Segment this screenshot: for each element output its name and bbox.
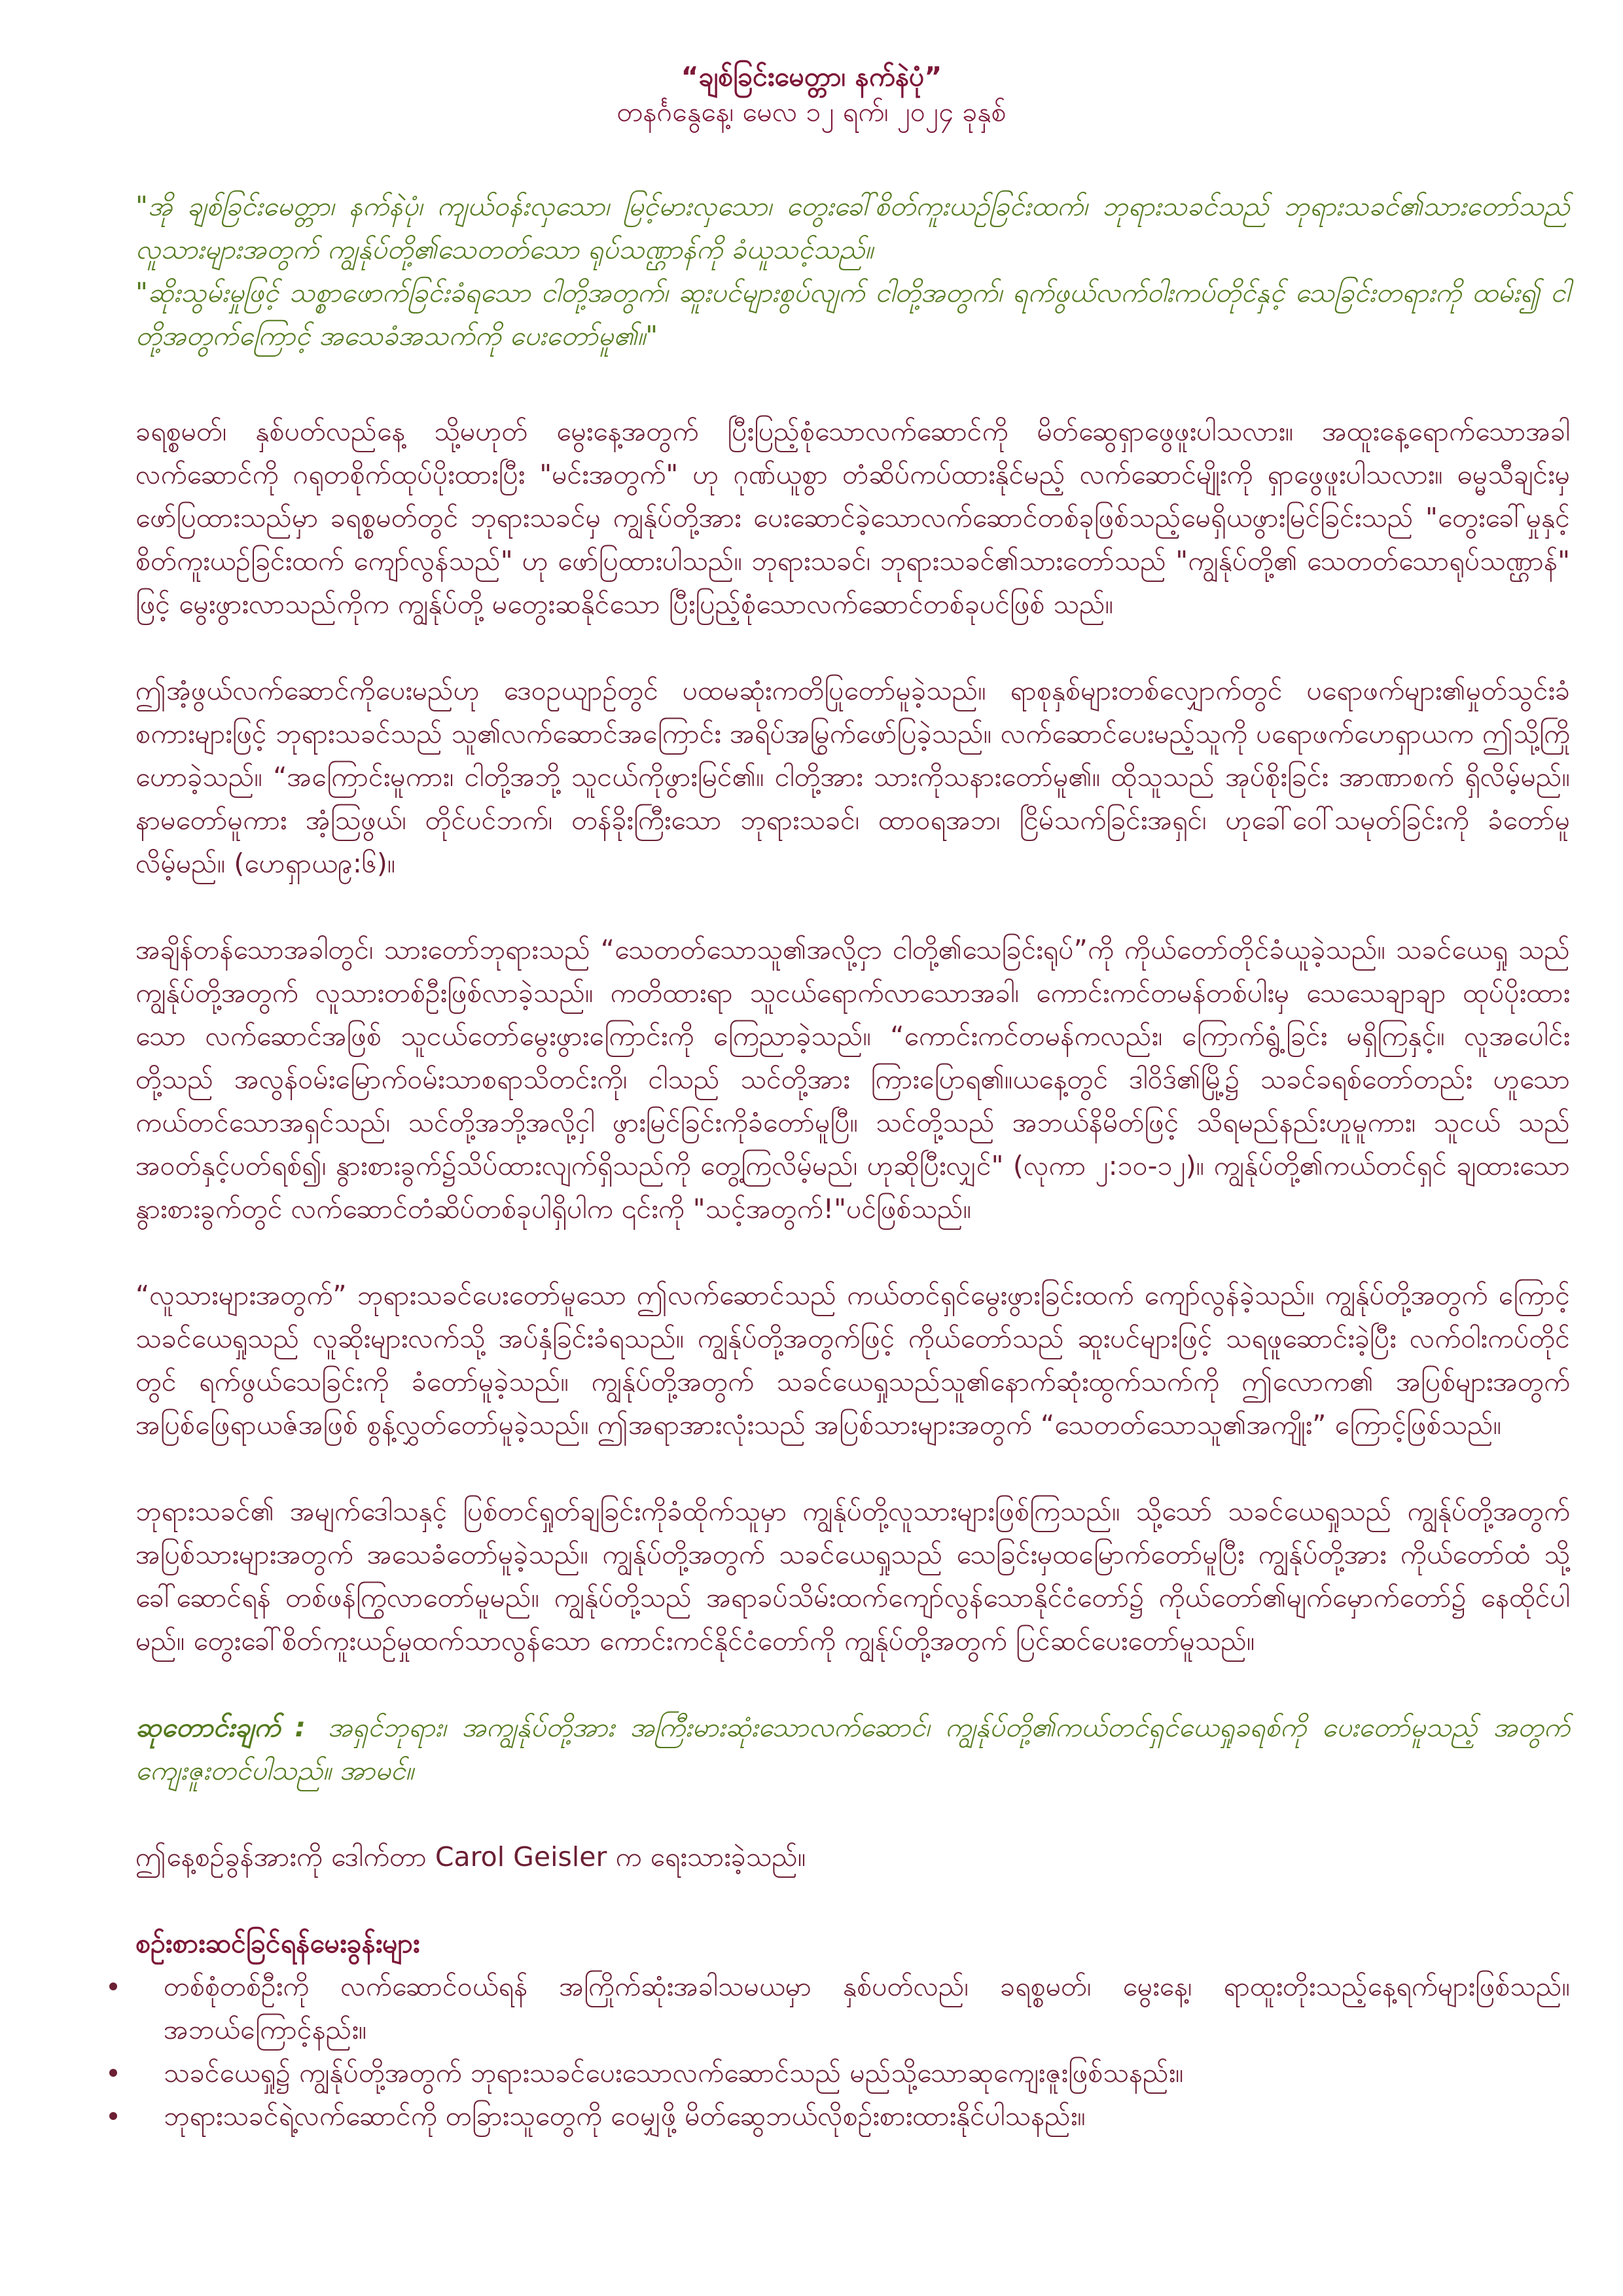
question-item xyxy=(135,1965,1570,2051)
date-line: တနင်္ဂနွေနေ့၊ မေလ ၁၂ ရက်၊ ၂၀၂၄ ခုနှစ် xyxy=(616,96,1007,128)
prayer xyxy=(135,1706,1570,1792)
body-paragraph: ဤအံ့ဖွယ်လက်ဆောင်ကိုပေးမည်ဟု ဒေဝဥယျာဉ်တွင် ပထမဆုံးကတိပြုတော်မူခဲ့သည်။ ရာစုနှစ်များတစ်လျှောက်တွင် ပရောဖက်များ၏မှုတ်သွင်းခံ စကားများဖြင့် ဘုရားသခင်သည် သူ၏လက်ဆောင်အကြောင်း အရိပ်အမြွက်ဖော်ပြခဲ့သည်။ လက်ဆောင်ပေးမည့်သူကို ပရောဖက်ဟေရှာယက ဤသို့ကြိုဟောခဲ့သည်။ “အကြောင်းမူကား၊ ငါတို့အဘို့ သူငယ်ကိုဖွားမြင်၏။ ငါတို့အား သားကိုသနားတော်မူ၏။ ထိုသူသည် အုပ်စိုးခြင်း အာဏာစက် ရှိလိမ့်မည်။ နာမတော်မူကား အံ့ဩဖွယ်၊ တိုင်ပင်ဘက်၊ တန်ခိုးကြီးသော ဘုရားသခင်၊ ထာဝရအဘ၊ ငြိမ်သက်ခြင်းအရှင်၊ ဟုခေါ်ဝေါ်သမုတ်ခြင်းကို ခံတော်မူလိမ့်မည်။ (ဟေရှာယ၉:၆)။ xyxy=(135,675,1570,879)
bullet-icon xyxy=(109,2112,117,2120)
document-body xyxy=(135,185,1570,2138)
hymn-quote xyxy=(135,185,1570,357)
hymn-quote-verse: "အို ချစ်ခြင်းမေတ္တာ၊ နက်နဲပုံ၊ ကျယ်ဝန်းလှသော၊ မြင့်မားလှသော၊ တွေးခေါ်စိတ်ကူးယဉ်ခြင်းထက်၊ ဘုရားသခင်သည် ဘုရားသခင်၏သားတော်သည် လူသားများအတွက် ကျွန်ုပ်တို့၏သေတတ်သော ရုပ်သဏ္ဌာန်ကို ခံယူသင့်သည်။ xyxy=(135,190,1570,265)
bullet-icon xyxy=(109,1982,117,1990)
prayer-text: အရှင်ဘုရား၊ အကျွန်ုပ်တို့အား အကြီးမားဆုံးသောလက်ဆောင်၊ ကျွန်ုပ်တို့၏ကယ်တင်ရှင်ယေရှုခရစ်ကို ပေးတော်မူသည့် အတွက် ကျေးဇူးတင်ပါသည်။ အာမင်။ xyxy=(135,1712,1570,1786)
question-text: တစ်စုံတစ်ဦးကို လက်ဆောင်ဝယ်ရန် အကြိုက်ဆုံးအခါသမယမှာ နှစ်ပတ်လည်၊ ခရစ္စမတ်၊ မွေးနေ့၊ ရာထူးတိုးသည့်နေ့ရက်များဖြစ်သည်။ အဘယ်ကြောင့်နည်း။ xyxy=(164,1971,1570,2045)
reflection-heading: စဉ်းစားဆင်ခြင်ရန်မေးခွန်းများ xyxy=(135,1928,420,1959)
author-note: ဤနေ့စဉ်ခွန်အားကို ဒေါက်တာ Carol Geisler က ရေးသားခဲ့သည်။ xyxy=(135,1841,806,1873)
question-text: သခင်ယေရှု၌ ကျွန်ုပ်တို့အတွက် ဘုရားသခင်ပေးသောလက်ဆောင်သည် မည်သို့သောဆုကျေးဇူးဖြစ်သနည်း။ xyxy=(164,2057,1184,2089)
document-header xyxy=(0,55,1623,126)
reflection-questions xyxy=(135,1965,1570,2138)
page-title: “ချစ်ခြင်းမေတ္တာ၊ နက်နဲပုံ” xyxy=(681,61,942,92)
body-paragraph: “လူသားများအတွက်” ဘုရားသခင်ပေးတော်မူသော ဤလက်ဆောင်သည် ကယ်တင်ရှင်မွေးဖွားခြင်းထက် ကျော်လွန်ခဲ့သည်။ ကျွန်ုပ်တို့အတွက် ကြောင့် သခင်ယေရှုသည် လူဆိုးများလက်သို့ အပ်နှံခြင်းခံရသည်။ ကျွန်ုပ်တို့အတွက်ဖြင့် ကိုယ်တော်သည် ဆူးပင်များဖြင့် သရဖူဆောင်းခဲ့ပြီး လက်ဝါးကပ်တိုင်တွင် ရက်ဖွယ်သေခြင်းကို ခံတော်မူခဲ့သည်။ ကျွန်ုပ်တို့အတွက် သခင်ယေရှုသည်သူ၏နောက်ဆုံးထွက်သက်ကို ဤလောက၏ အပြစ်များအတွက် အပြစ်ဖြေရာယဇ်အဖြစ် စွန့်လွှတ်တော်မူခဲ့သည်။ ဤအရာအားလုံးသည် အပြစ်သားများအတွက် “သေတတ်သောသူ၏အကျိုး” ကြောင့်ဖြစ်သည်။ xyxy=(135,1280,1570,1441)
prayer-separator: : xyxy=(294,1712,306,1743)
question-item xyxy=(135,2051,1570,2094)
question-item xyxy=(135,2094,1570,2138)
body-paragraph: ခရစ္စမတ်၊ နှစ်ပတ်လည်နေ့ သို့မဟုတ် မွေးနေ့အတွက် ပြီးပြည့်စုံသောလက်ဆောင်ကို မိတ်ဆွေရှာဖွေဖူးပါသလား။ အထူးနေ့ရောက်သောအခါ လက်ဆောင်ကို ဂရုတစိုက်ထုပ်ပိုးထားပြီး "မင်းအတွက်" ဟု ဂုဏ်ယူစွာ တံဆိပ်ကပ်ထားနိုင်မည့် လက်ဆောင်မျိုးကို ရှာဖွေဖူးပါသလား။ ဓမ္မသီချင်းမှ ဖော်ပြထားသည်မှာ ခရစ္စမတ်တွင် ဘုရားသခင်မှ ကျွန်ုပ်တို့အား ပေးဆောင်ခဲ့သောလက်ဆောင်တစ်ခုဖြစ်သည့်မေရှိယဖွားမြင်ခြင်းသည် "တွေးခေါ်မှုနှင့် စိတ်ကူးယဉ်ခြင်းထက် ကျော်လွန်သည်" ဟု ဖော်ပြထားပါသည်။ ဘုရားသခင်၊ ဘုရားသခင်၏သားတော်သည် "ကျွန်ုပ်တို့၏ သေတတ်သောရုပ်သဏ္ဌာန်" ဖြင့် မွေးဖွားလာသည်ကိုက ကျွန်ုပ်တို့ မတွေးဆနိုင်သော ပြီးပြည့်စုံသောလက်ဆောင်တစ်ခုပင်ဖြစ် သည်။ xyxy=(135,416,1570,620)
body-paragraph: အချိန်တန်သောအခါတွင်၊ သားတော်ဘုရားသည် “သေတတ်သောသူ၏အလို့ငှာ ငါတို့၏သေခြင်းရုပ်”ကို ကိုယ်တော်တိုင်ခံယူခဲ့သည်။ သခင်ယေရှု သည် ကျွန်ုပ်တို့အတွက် လူသားတစ်ဦးဖြစ်လာခဲ့သည်။ ကတိထားရာ သူငယ်ရောက်လာသောအခါ၊ ကောင်းကင်တမန်တစ်ပါးမှ သေသေချာချာ ထုပ်ပိုးထားသော လက်ဆောင်အဖြစ် သူငယ်တော်မွေးဖွားကြောင်းကို ကြေညာခဲ့သည်။ “ကောင်းကင်တမန်ကလည်း၊ ကြောက်ရွံ့ခြင်း မရှိကြနှင့်။ လူအပေါင်းတို့သည် အလွန်ဝမ်းမြောက်ဝမ်းသာစရာသိတင်းကို၊ ငါသည် သင်တို့အား ကြားပြောရ၏။ယနေ့တွင် ဒါဝိဒ်၏မြို့၌ သခင်ခရစ်တော်တည်း ဟူသော ကယ်တင်သောအရှင်သည်၊ သင်တို့အဘို့အလို့ငှါ ဖွားမြင်ခြင်းကိုခံတော်မူပြီ။ သင်တို့သည် အဘယ်နိမိတ်ဖြင့် သိရမည်နည်းဟူမူကား၊ သူငယ် သည် အဝတ်နှင့်ပတ်ရစ်၍၊ နွားစားခွက်၌သိပ်ထားလျက်ရှိသည်ကို တွေ့ကြလိမ့်မည်၊ ဟုဆိုပြီးလျှင်" (လုကာ ၂:၁၀-၁၂)။ ကျွန်ုပ်တို့၏ကယ်တင်ရှင် ချထားသော နွားစားခွက်တွင် လက်ဆောင်တံဆိပ်တစ်ခုပါရှိပါက ၎င်းကို "သင့်အတွက်!"ပင်ဖြစ်သည်။ xyxy=(135,934,1570,1225)
hymn-quote-verse: "ဆိုးသွမ်းမှုဖြင့် သစ္စာဖောက်ခြင်းခံရသော ငါတို့အတွက်၊ ဆူးပင်များစွပ်လျက် ငါတို့အတွက်၊ ရက်ဖွယ်လက်ဝါးကပ်တိုင်နှင့် သေခြင်းတရားကို ထမ်း၍ ငါတို့အတွက်ကြောင့် အသေခံအသက်ကို ပေးတော်မူ၏။" xyxy=(135,277,1570,351)
body-paragraph: ဘုရားသခင်၏ အမျက်ဒေါသနှင့် ပြစ်တင်ရှုတ်ချခြင်းကိုခံထိုက်သူမှာ ကျွန်ုပ်တို့လူသားများဖြစ်ကြသည်။ သို့သော် သခင်ယေရှုသည် ကျွန်ုပ်တို့အတွက် အပြစ်သားများအတွက် အသေခံတော်မူခဲ့သည်။ ကျွန်ုပ်တို့အတွက် သခင်ယေရှုသည် သေခြင်းမှထမြောက်တော်မူပြီး ကျွန်ုပ်တို့အား ကိုယ်တော်ထံ သို့ ခေါ်ဆောင်ရန် တစ်ဖန်ကြွလာတော်မူမည်။ ကျွန်ုပ်တို့သည် အရာခပ်သိမ်းထက်ကျော်လွန်သောနိုင်ငံတော်၌ ကိုယ်တော်၏မျက်မှောက်တော်၌ နေထိုင်ပါမည်။ တွေးခေါ်စိတ်ကူးယဉ်မှုထက်သာလွန်သော ကောင်းကင်နိုင်ငံတော်ကို ကျွန်ုပ်တို့အတွက် ပြင်ဆင်ပေးတော်မူသည်။ xyxy=(135,1496,1570,1657)
prayer-label: ဆုတောင်းချက် xyxy=(135,1712,281,1743)
question-text: ဘုရားသခင်ရဲ့လက်ဆောင်ကို တခြားသူတွေကို ဝေမျှဖို့ မိတ်ဆွေဘယ်လိုစဉ်းစားထားနိုင်ပါသနည်း။ xyxy=(164,2100,1086,2132)
bullet-icon xyxy=(109,2069,117,2077)
